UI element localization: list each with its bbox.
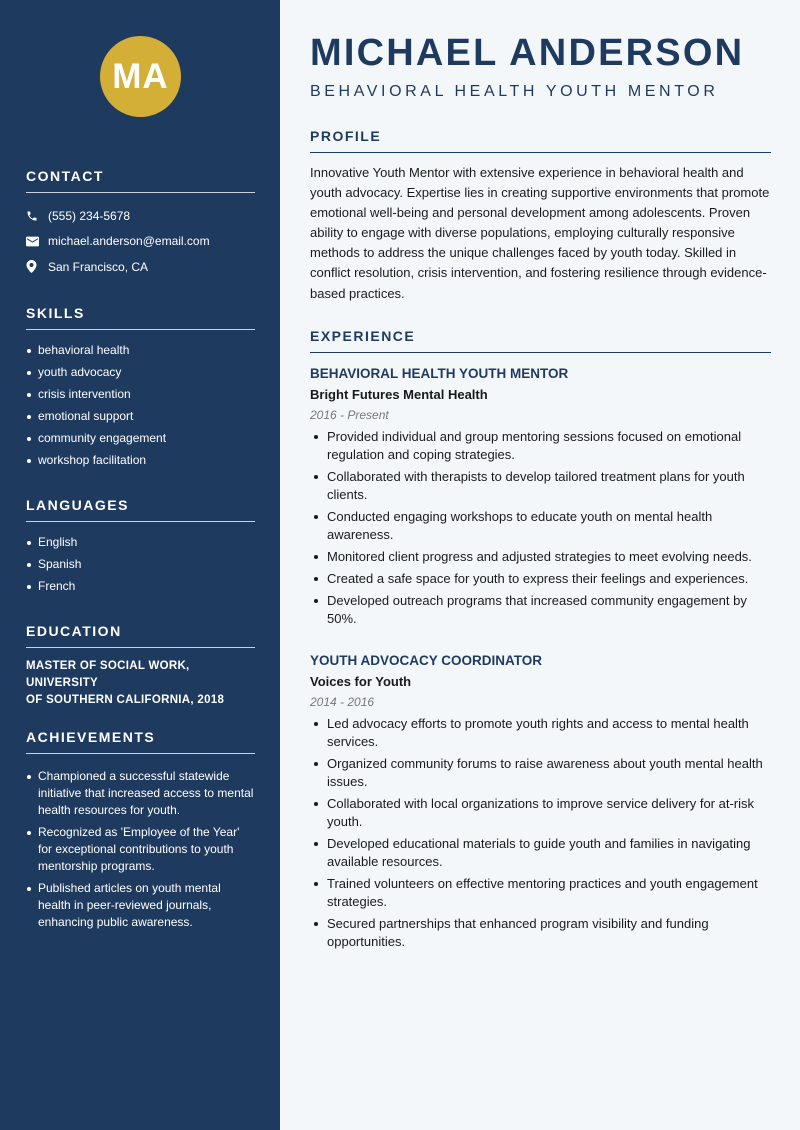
job-bullet: Led advocacy efforts to promote youth rights and access to mental health services.	[310, 715, 771, 751]
education-degree	[26, 658, 255, 709]
job-bullet: Provided individual and group mentoring sessions focused on emotional regulation and coping strategies.	[310, 428, 771, 464]
contact-email	[26, 229, 255, 255]
phone-icon	[26, 210, 48, 222]
language-item: French	[26, 575, 255, 597]
experience-heading: EXPERIENCE	[310, 328, 771, 353]
job-title: YOUTH ADVOCACY COORDINATOR	[310, 653, 543, 668]
languages-list	[26, 531, 255, 597]
sidebar	[0, 0, 280, 1130]
skill-item: community engagement	[26, 427, 255, 449]
skill-item: crisis intervention	[26, 383, 255, 405]
job-bullet: Created a safe space for youth to express their feelings and experiences.	[310, 570, 771, 588]
job-bullet: Conducted engaging workshops to educate youth on mental health awareness.	[310, 508, 771, 544]
skills-heading: SKILLS	[26, 305, 255, 330]
phone-text: (555) 234-5678	[48, 208, 131, 223]
monogram-initials: MA	[112, 56, 169, 96]
education-section	[26, 623, 255, 709]
job-bullet: Collaborated with local organizations to improve service delivery for at-risk youth.	[310, 795, 771, 831]
skills-list	[26, 339, 255, 471]
achievement-item: Championed a successful statewide initiative that increased access to mental health resources for youth.	[26, 768, 255, 819]
job-bullet: Developed educational materials to guide youth and families in navigating available resources.	[310, 835, 771, 871]
candidate-role: BEHAVIORAL HEALTH YOUTH MENTOR	[310, 83, 719, 100]
job-bullet: Trained volunteers on effective mentoring practices and youth engagement strategies.	[310, 875, 771, 911]
job-company: Voices for Youth	[310, 674, 412, 689]
location-pin-icon	[26, 260, 48, 273]
contact-phone	[26, 203, 255, 229]
skill-item: workshop facilitation	[26, 449, 255, 471]
job-title: BEHAVIORAL HEALTH YOUTH MENTOR	[310, 366, 569, 381]
job-dates: 2014 - 2016	[310, 695, 375, 709]
profile-text: Innovative Youth Mentor with extensive experience in behavioral health and youth advocacy. Expertise lies in creating supportive environments that promote emotional well-being and personal development among adolescents. Proven ability to engage with diverse populations, employing culturally responsive methods to address the unique challenges faced by youth today. Skilled in conflict resolution, crisis intervention, and fostering resilience through evidence-based practices.	[310, 165, 770, 301]
job-entry	[310, 653, 771, 955]
skill-item: youth advocacy	[26, 361, 255, 383]
education-heading: EDUCATION	[26, 623, 255, 648]
candidate-name: MICHAEL ANDERSON	[310, 32, 745, 74]
job-entry	[310, 366, 771, 632]
language-item: Spanish	[26, 553, 255, 575]
job-company: Bright Futures Mental Health	[310, 387, 488, 402]
job-bullet: Secured partnerships that enhanced program visibility and funding opportunities.	[310, 915, 771, 951]
job-bullet: Developed outreach programs that increased community engagement by 50%.	[310, 592, 771, 628]
education-line-1: MASTER OF SOCIAL WORK, UNIVERSITY	[26, 660, 190, 689]
profile-heading: PROFILE	[310, 128, 771, 153]
skill-item: behavioral health	[26, 339, 255, 361]
job-dates: 2016 - Present	[310, 408, 389, 422]
skill-item: emotional support	[26, 405, 255, 427]
email-text: michael.anderson@email.com	[48, 234, 210, 249]
monogram-avatar	[100, 36, 181, 117]
profile-section	[310, 128, 771, 304]
mail-icon	[26, 236, 48, 247]
location-text: San Francisco, CA	[48, 259, 149, 274]
education-line-2: OF SOUTHERN CALIFORNIA, 2018	[26, 694, 225, 706]
skills-section	[26, 305, 255, 471]
job-bullet: Collaborated with therapists to develop tailored treatment plans for youth clients.	[310, 468, 771, 504]
contact-heading: CONTACT	[26, 168, 255, 193]
achievement-item: Recognized as 'Employee of the Year' for exceptional contributions to youth mentorship programs.	[26, 824, 255, 875]
experience-section	[310, 328, 771, 353]
languages-heading: LANGUAGES	[26, 497, 255, 522]
job-bullets	[310, 715, 771, 951]
achievements-list	[26, 768, 255, 931]
achievements-heading: ACHIEVEMENTS	[26, 729, 255, 754]
language-item: English	[26, 531, 255, 553]
achievements-section	[26, 729, 255, 936]
achievement-item: Published articles on youth mental health in peer-reviewed journals, enhancing public awareness.	[26, 880, 255, 931]
languages-section	[26, 497, 255, 597]
job-bullet: Organized community forums to raise awareness about youth mental health issues.	[310, 755, 771, 791]
main-content	[280, 0, 800, 1130]
contact-list	[26, 203, 255, 280]
contact-section	[26, 168, 255, 280]
job-bullet: Monitored client progress and adjusted strategies to meet evolving needs.	[310, 548, 771, 566]
job-bullets	[310, 428, 771, 628]
contact-location	[26, 254, 255, 280]
